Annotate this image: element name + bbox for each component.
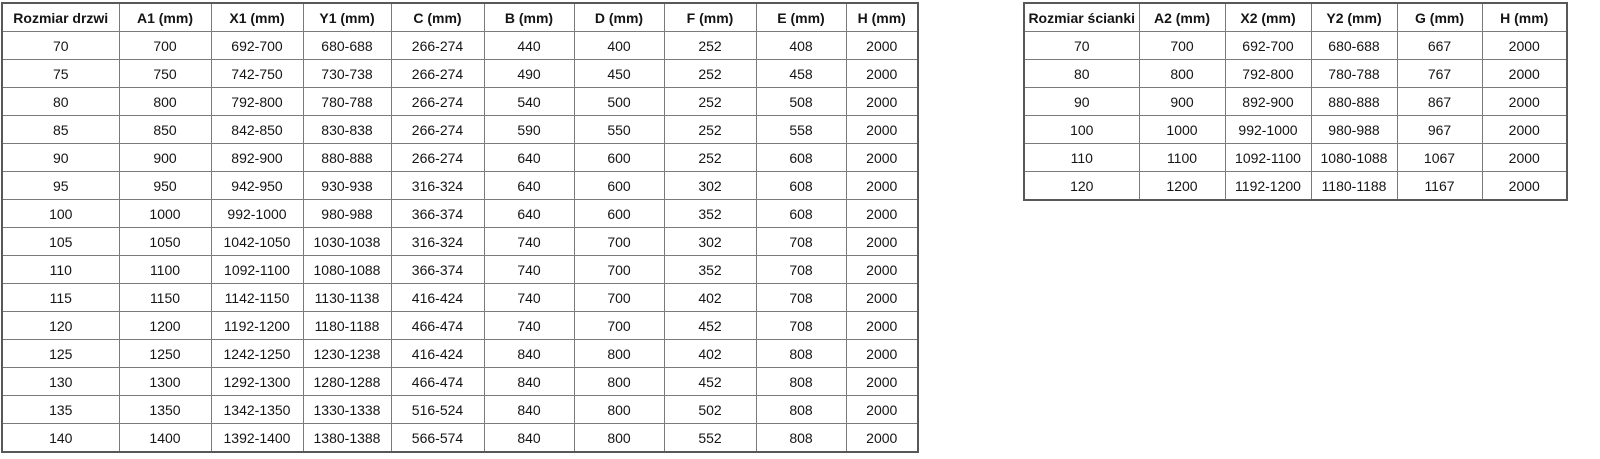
table-cell: 105 — [2, 228, 119, 256]
table-cell: 1167 — [1397, 172, 1482, 201]
table-cell: 1350 — [119, 396, 211, 424]
table-cell: 992-1000 — [211, 200, 303, 228]
wall-table-body — [1024, 32, 1567, 201]
table-cell: 740 — [484, 312, 574, 340]
table-cell: 590 — [484, 116, 574, 144]
table-cell: 266-274 — [391, 32, 484, 60]
table-cell: 440 — [484, 32, 574, 60]
table-cell: 800 — [574, 396, 664, 424]
table-cell: 800 — [574, 424, 664, 453]
column-header: X1 (mm) — [211, 3, 303, 32]
table-cell: 808 — [756, 340, 846, 368]
table-cell: 800 — [1139, 60, 1225, 88]
table-cell: 600 — [574, 144, 664, 172]
table-cell: 900 — [1139, 88, 1225, 116]
table-row — [2, 116, 918, 144]
table-cell: 740 — [484, 284, 574, 312]
table-cell: 708 — [756, 256, 846, 284]
table-cell: 566-574 — [391, 424, 484, 453]
table-cell: 1330-1338 — [303, 396, 391, 424]
table-cell: 2000 — [846, 88, 918, 116]
table-cell: 640 — [484, 172, 574, 200]
table-cell: 302 — [664, 228, 756, 256]
table-cell: 600 — [574, 200, 664, 228]
table-row — [2, 60, 918, 88]
table-cell: 1292-1300 — [211, 368, 303, 396]
table-cell: 70 — [2, 32, 119, 60]
table-cell: 2000 — [846, 172, 918, 200]
table-cell: 2000 — [1482, 88, 1567, 116]
table-row — [2, 340, 918, 368]
header-row — [2, 3, 918, 32]
table-cell: 80 — [1024, 60, 1139, 88]
table-cell: 850 — [119, 116, 211, 144]
table-cell: 135 — [2, 396, 119, 424]
table-cell: 830-838 — [303, 116, 391, 144]
table-cell: 667 — [1397, 32, 1482, 60]
column-header: Rozmiar ścianki — [1024, 3, 1139, 32]
table-cell: 2000 — [1482, 116, 1567, 144]
table-cell: 252 — [664, 116, 756, 144]
column-header: E (mm) — [756, 3, 846, 32]
column-header: Y2 (mm) — [1311, 3, 1397, 32]
table-cell: 1050 — [119, 228, 211, 256]
table-cell: 450 — [574, 60, 664, 88]
table-cell: 1000 — [119, 200, 211, 228]
table-cell: 840 — [484, 340, 574, 368]
table-cell: 2000 — [846, 144, 918, 172]
table-cell: 942-950 — [211, 172, 303, 200]
table-cell: 95 — [2, 172, 119, 200]
table-cell: 608 — [756, 200, 846, 228]
table-cell: 980-988 — [303, 200, 391, 228]
table-cell: 742-750 — [211, 60, 303, 88]
column-header: A2 (mm) — [1139, 3, 1225, 32]
table-cell: 2000 — [1482, 172, 1567, 201]
table-cell: 700 — [574, 256, 664, 284]
table-cell: 1230-1238 — [303, 340, 391, 368]
table-cell: 930-938 — [303, 172, 391, 200]
table-cell: 452 — [664, 368, 756, 396]
table-cell: 1250 — [119, 340, 211, 368]
table-cell: 1100 — [1139, 144, 1225, 172]
table-cell: 140 — [2, 424, 119, 453]
table-cell: 1400 — [119, 424, 211, 453]
table-cell: 416-424 — [391, 340, 484, 368]
table-cell: 458 — [756, 60, 846, 88]
table-cell: 466-474 — [391, 368, 484, 396]
column-header: A1 (mm) — [119, 3, 211, 32]
column-header: X2 (mm) — [1225, 3, 1311, 32]
table-cell: 2000 — [846, 200, 918, 228]
table-row — [2, 32, 918, 60]
table-cell: 1192-1200 — [1225, 172, 1311, 201]
column-header: Y1 (mm) — [303, 3, 391, 32]
table-cell: 266-274 — [391, 116, 484, 144]
table-cell: 980-988 — [1311, 116, 1397, 144]
column-header: H (mm) — [1482, 3, 1567, 32]
table-cell: 680-688 — [1311, 32, 1397, 60]
table-cell: 110 — [2, 256, 119, 284]
table-cell: 402 — [664, 284, 756, 312]
table-cell: 2000 — [846, 256, 918, 284]
table-cell: 2000 — [846, 312, 918, 340]
table-cell: 967 — [1397, 116, 1482, 144]
table-cell: 302 — [664, 172, 756, 200]
table-cell: 1280-1288 — [303, 368, 391, 396]
table-cell: 640 — [484, 200, 574, 228]
column-header: C (mm) — [391, 3, 484, 32]
table-row — [1024, 88, 1567, 116]
table-cell: 266-274 — [391, 60, 484, 88]
table-cell: 792-800 — [211, 88, 303, 116]
table-cell: 2000 — [1482, 144, 1567, 172]
table-cell: 708 — [756, 228, 846, 256]
table-cell: 1042-1050 — [211, 228, 303, 256]
table-cell: 950 — [119, 172, 211, 200]
table-cell: 1180-1188 — [1311, 172, 1397, 201]
table-cell: 750 — [119, 60, 211, 88]
table-cell: 792-800 — [1225, 60, 1311, 88]
table-cell: 1180-1188 — [303, 312, 391, 340]
door-table-header — [2, 3, 918, 32]
table-cell: 840 — [484, 424, 574, 453]
table-cell: 2000 — [846, 60, 918, 88]
column-header: F (mm) — [664, 3, 756, 32]
table-cell: 130 — [2, 368, 119, 396]
table-cell: 700 — [119, 32, 211, 60]
table-cell: 540 — [484, 88, 574, 116]
table-cell: 316-324 — [391, 228, 484, 256]
table-row — [2, 228, 918, 256]
table-cell: 70 — [1024, 32, 1139, 60]
column-header: B (mm) — [484, 3, 574, 32]
table-cell: 880-888 — [303, 144, 391, 172]
table-cell: 252 — [664, 32, 756, 60]
table-cell: 125 — [2, 340, 119, 368]
table-cell: 2000 — [846, 284, 918, 312]
table-cell: 500 — [574, 88, 664, 116]
table-cell: 552 — [664, 424, 756, 453]
table-cell: 708 — [756, 284, 846, 312]
table-cell: 400 — [574, 32, 664, 60]
table-cell: 2000 — [846, 32, 918, 60]
table-cell: 2000 — [1482, 32, 1567, 60]
table-cell: 508 — [756, 88, 846, 116]
table-cell: 316-324 — [391, 172, 484, 200]
table-cell: 2000 — [846, 116, 918, 144]
table-row — [2, 172, 918, 200]
table-row — [2, 256, 918, 284]
table-cell: 600 — [574, 172, 664, 200]
table-cell: 90 — [2, 144, 119, 172]
table-cell: 120 — [1024, 172, 1139, 201]
table-row — [2, 144, 918, 172]
table-cell: 352 — [664, 256, 756, 284]
table-cell: 867 — [1397, 88, 1482, 116]
table-cell: 1200 — [1139, 172, 1225, 201]
table-cell: 840 — [484, 368, 574, 396]
table-cell: 75 — [2, 60, 119, 88]
table-cell: 692-700 — [1225, 32, 1311, 60]
table-cell: 252 — [664, 88, 756, 116]
table-cell: 408 — [756, 32, 846, 60]
table-cell: 680-688 — [303, 32, 391, 60]
door-table-body — [2, 32, 918, 453]
table-cell: 2000 — [846, 228, 918, 256]
table-cell: 452 — [664, 312, 756, 340]
table-row — [2, 424, 918, 453]
table-row — [1024, 144, 1567, 172]
table-cell: 1242-1250 — [211, 340, 303, 368]
table-cell: 608 — [756, 144, 846, 172]
table-cell: 100 — [2, 200, 119, 228]
column-header: H (mm) — [846, 3, 918, 32]
table-cell: 90 — [1024, 88, 1139, 116]
table-cell: 266-274 — [391, 88, 484, 116]
table-cell: 416-424 — [391, 284, 484, 312]
table-row — [2, 312, 918, 340]
table-row — [1024, 172, 1567, 201]
table-cell: 115 — [2, 284, 119, 312]
table-cell: 100 — [1024, 116, 1139, 144]
table-cell: 808 — [756, 368, 846, 396]
table-row — [1024, 116, 1567, 144]
table-cell: 550 — [574, 116, 664, 144]
table-cell: 1150 — [119, 284, 211, 312]
table-cell: 516-524 — [391, 396, 484, 424]
table-cell: 1080-1088 — [303, 256, 391, 284]
table-cell: 740 — [484, 228, 574, 256]
table-cell: 85 — [2, 116, 119, 144]
table-cell: 808 — [756, 424, 846, 453]
table-cell: 692-700 — [211, 32, 303, 60]
table-cell: 1342-1350 — [211, 396, 303, 424]
table-cell: 2000 — [846, 340, 918, 368]
table-cell: 780-788 — [303, 88, 391, 116]
table-cell: 992-1000 — [1225, 116, 1311, 144]
table-cell: 740 — [484, 256, 574, 284]
table-cell: 1392-1400 — [211, 424, 303, 453]
table-cell: 767 — [1397, 60, 1482, 88]
table-cell: 266-274 — [391, 144, 484, 172]
table-cell: 366-374 — [391, 256, 484, 284]
table-cell: 1030-1038 — [303, 228, 391, 256]
table-cell: 1380-1388 — [303, 424, 391, 453]
table-cell: 120 — [2, 312, 119, 340]
table-cell: 1100 — [119, 256, 211, 284]
table-cell: 80 — [2, 88, 119, 116]
column-header: Rozmiar drzwi — [2, 3, 119, 32]
table-cell: 608 — [756, 172, 846, 200]
table-cell: 2000 — [846, 368, 918, 396]
table-cell: 402 — [664, 340, 756, 368]
table-row — [2, 88, 918, 116]
table-cell: 1192-1200 — [211, 312, 303, 340]
table-cell: 900 — [119, 144, 211, 172]
table-cell: 842-850 — [211, 116, 303, 144]
table-cell: 1092-1100 — [211, 256, 303, 284]
table-row — [2, 368, 918, 396]
table-cell: 2000 — [846, 424, 918, 453]
table-cell: 700 — [1139, 32, 1225, 60]
table-cell: 800 — [574, 368, 664, 396]
table-cell: 892-900 — [211, 144, 303, 172]
table-cell: 708 — [756, 312, 846, 340]
table-cell: 700 — [574, 228, 664, 256]
column-header: D (mm) — [574, 3, 664, 32]
table-row — [2, 200, 918, 228]
table-cell: 1067 — [1397, 144, 1482, 172]
door-sizes-table — [1, 2, 919, 453]
table-cell: 800 — [574, 340, 664, 368]
table-cell: 640 — [484, 144, 574, 172]
table-cell: 1300 — [119, 368, 211, 396]
header-row — [1024, 3, 1567, 32]
table-cell: 1130-1138 — [303, 284, 391, 312]
table-cell: 1092-1100 — [1225, 144, 1311, 172]
table-cell: 110 — [1024, 144, 1139, 172]
table-cell: 2000 — [1482, 60, 1567, 88]
table-cell: 2000 — [846, 396, 918, 424]
wall-panel-sizes-table — [1023, 2, 1568, 201]
table-row — [1024, 32, 1567, 60]
table-cell: 1142-1150 — [211, 284, 303, 312]
table-cell: 352 — [664, 200, 756, 228]
table-cell: 1200 — [119, 312, 211, 340]
table-cell: 466-474 — [391, 312, 484, 340]
table-cell: 780-788 — [1311, 60, 1397, 88]
table-cell: 800 — [119, 88, 211, 116]
table-cell: 558 — [756, 116, 846, 144]
table-cell: 730-738 — [303, 60, 391, 88]
table-row — [2, 284, 918, 312]
table-cell: 840 — [484, 396, 574, 424]
table-row — [2, 396, 918, 424]
table-cell: 700 — [574, 284, 664, 312]
table-cell: 252 — [664, 144, 756, 172]
table-cell: 366-374 — [391, 200, 484, 228]
table-cell: 880-888 — [1311, 88, 1397, 116]
table-row — [1024, 60, 1567, 88]
table-cell: 892-900 — [1225, 88, 1311, 116]
table-cell: 808 — [756, 396, 846, 424]
table-cell: 1000 — [1139, 116, 1225, 144]
wall-table-header — [1024, 3, 1567, 32]
table-cell: 490 — [484, 60, 574, 88]
table-cell: 252 — [664, 60, 756, 88]
table-cell: 502 — [664, 396, 756, 424]
table-cell: 1080-1088 — [1311, 144, 1397, 172]
column-header: G (mm) — [1397, 3, 1482, 32]
table-cell: 700 — [574, 312, 664, 340]
